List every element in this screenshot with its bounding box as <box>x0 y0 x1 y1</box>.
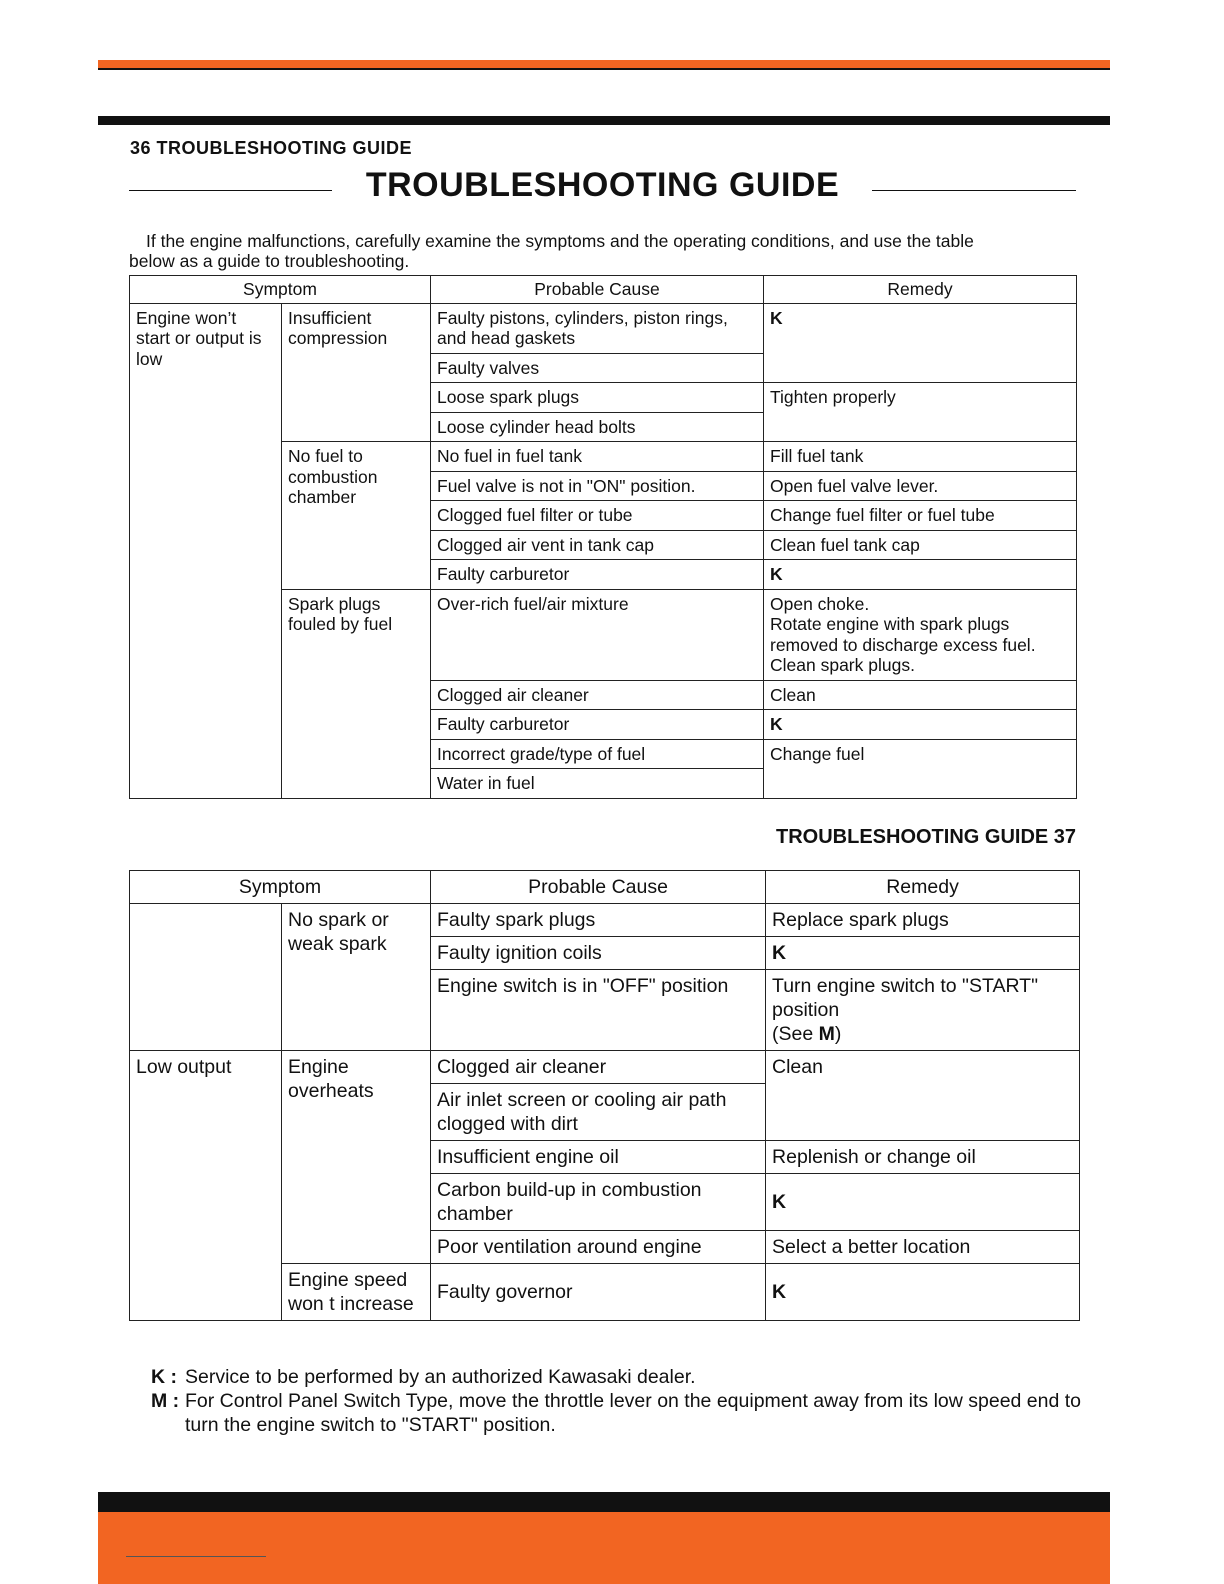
intro-line-1: If the engine malfunctions, carefully examine the symptoms and the operating conditions, and use the table <box>146 231 974 251</box>
cause-cell: Carbon build-up in combustion chamber <box>431 1174 766 1231</box>
remedy-line: Rotate engine with spark plugs removed to discharge excess fuel. <box>770 614 1036 655</box>
title-rule-left <box>129 190 332 191</box>
footnote-text: For Control Panel Switch Type, move the throttle lever on the equipment away from its low speed end to turn the engine switch to "START" position. <box>185 1390 1082 1436</box>
remedy-cell: Open fuel valve lever. <box>764 471 1077 501</box>
running-head-left: 36 TROUBLESHOOTING GUIDE <box>130 138 413 158</box>
header-remedy: Remedy <box>764 276 1077 304</box>
footnote-k <box>151 1365 1091 1389</box>
see-text: (See <box>772 1023 819 1045</box>
remedy-cell: Clean fuel tank cap <box>764 530 1077 560</box>
bottom-black-band <box>98 1492 1110 1512</box>
remedy-cell-switch <box>766 970 1080 1051</box>
cause-cell: Faulty spark plugs <box>431 904 766 937</box>
cause-cell: Faulty valves <box>431 353 764 383</box>
cause-cell: No fuel in fuel tank <box>431 442 764 472</box>
footnotes <box>151 1365 1091 1437</box>
remedy-line: Turn engine switch to "START" position <box>772 975 1039 1021</box>
symptom-group-overheats: Engine overheats <box>282 1051 431 1264</box>
bottom-orange-band <box>98 1512 1110 1584</box>
remedy-cell: Replenish or change oil <box>766 1141 1080 1174</box>
cause-cell: Poor ventilation around engine <box>431 1231 766 1264</box>
remedy-cell: Clean <box>766 1051 1080 1141</box>
remedy-cell: Select a better location <box>766 1231 1080 1264</box>
remedy-line: Open choke. <box>770 593 870 614</box>
cause-cell: Clogged air vent in tank cap <box>431 530 764 560</box>
remedy-cell: Tighten properly <box>764 383 1077 442</box>
page-title: TROUBLESHOOTING GUIDE <box>365 166 840 204</box>
header-probable-cause: Probable Cause <box>431 276 764 304</box>
cause-cell: Fuel valve is not in "ON" position. <box>431 471 764 501</box>
troubleshooting-table-2 <box>129 870 1080 1321</box>
top-thin-rule <box>98 68 1110 70</box>
header-remedy: Remedy <box>766 871 1080 904</box>
cause-cell: Water in fuel <box>431 769 764 799</box>
symptom-group-compression: Insufficient compression <box>282 303 431 442</box>
cause-cell: Faulty ignition coils <box>431 937 766 970</box>
symptom-blank <box>130 904 282 1051</box>
see-m-ref: M <box>818 1023 835 1045</box>
running-head-right: TROUBLESHOOTING GUIDE 37 <box>776 826 1077 848</box>
troubleshooting-table-1 <box>129 275 1077 799</box>
see-close: ) <box>834 1023 842 1045</box>
remedy-cell: Replace spark plugs <box>766 904 1080 937</box>
bottom-short-rule <box>126 1556 266 1557</box>
symptom-group-speed: Engine speed won t increase <box>282 1264 431 1321</box>
cause-cell: Faulty carburetor <box>431 560 764 590</box>
header-symptom: Symptom <box>130 276 431 304</box>
header-probable-cause: Probable Cause <box>431 871 766 904</box>
remedy-cell: K <box>766 1174 1080 1231</box>
cause-cell: Loose spark plugs <box>431 383 764 413</box>
symptom-group-no-spark: No spark or weak spark <box>282 904 431 1051</box>
cause-cell: Faulty governor <box>431 1264 766 1321</box>
remedy-cell: K <box>766 1264 1080 1321</box>
cause-cell: Clogged air cleaner <box>431 680 764 710</box>
remedy-cell: K <box>764 560 1077 590</box>
intro-paragraph <box>129 231 1079 271</box>
remedy-cell: K <box>764 303 1077 383</box>
cause-cell: Loose cylinder head bolts <box>431 412 764 442</box>
symptom-group-no-fuel: No fuel to combustion chamber <box>282 442 431 590</box>
footnote-m <box>151 1389 1091 1437</box>
remedy-line: Clean spark plugs. <box>770 655 915 675</box>
remedy-cell: Fill fuel tank <box>764 442 1077 472</box>
header-symptom: Symptom <box>130 871 431 904</box>
remedy-cell: K <box>764 710 1077 740</box>
symptom-low-output: Low output <box>130 1051 282 1321</box>
cause-cell: Clogged air cleaner <box>431 1051 766 1084</box>
cause-cell: Engine switch is in "OFF" position <box>431 970 766 1051</box>
footnote-key: K : <box>151 1366 177 1388</box>
remedy-cell: K <box>766 937 1080 970</box>
cause-cell: Faulty carburetor <box>431 710 764 740</box>
title-rule-right <box>872 190 1076 191</box>
cause-cell: Faulty pistons, cylinders, piston rings, and head gaskets <box>431 303 764 353</box>
footnote-text: Service to be performed by an authorized Kawasaki dealer. <box>185 1366 696 1388</box>
top-black-band <box>98 116 1110 125</box>
cause-cell: Incorrect grade/type of fuel <box>431 739 764 769</box>
cause-cell: Over-rich fuel/air mixture <box>431 589 764 680</box>
top-orange-band <box>98 60 1110 68</box>
remedy-cell: Clean <box>764 680 1077 710</box>
remedy-cell: Change fuel filter or fuel tube <box>764 501 1077 531</box>
symptom-group-spark-plugs-fouled: Spark plugs fouled by fuel <box>282 589 431 798</box>
symptom-engine-wont-start: Engine won’t start or output is low <box>130 303 282 798</box>
remedy-cell: Change fuel <box>764 739 1077 798</box>
cause-cell: Air inlet screen or cooling air path clogged with dirt <box>431 1084 766 1141</box>
intro-line-2: below as a guide to troubleshooting. <box>129 251 410 271</box>
cause-cell: Clogged fuel filter or tube <box>431 501 764 531</box>
remedy-line <box>772 1022 1073 1046</box>
cause-cell: Insufficient engine oil <box>431 1141 766 1174</box>
footnote-key: M : <box>151 1390 180 1412</box>
remedy-cell-overrich <box>764 589 1077 680</box>
